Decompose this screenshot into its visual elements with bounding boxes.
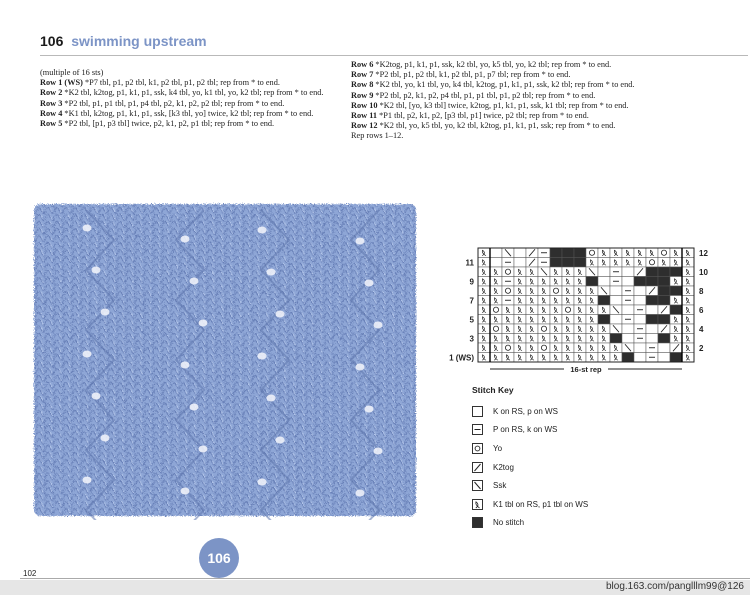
chart-cell bbox=[526, 277, 538, 287]
chart-cell bbox=[646, 324, 658, 334]
chart-cell bbox=[550, 334, 562, 344]
chart-cell bbox=[574, 324, 586, 334]
chart-cell bbox=[598, 305, 610, 315]
chart-cell bbox=[586, 305, 598, 315]
chart-cell bbox=[682, 258, 694, 268]
row-label: Row 8 bbox=[351, 80, 374, 90]
chart-cell bbox=[550, 343, 562, 353]
row-number-left: 9 bbox=[469, 277, 474, 287]
chart-cell bbox=[610, 296, 622, 306]
stitch-key-item bbox=[472, 442, 502, 454]
chart-cell bbox=[646, 305, 658, 315]
chart-cell bbox=[610, 353, 622, 363]
chart-cell bbox=[586, 286, 598, 296]
chart-cell bbox=[622, 267, 634, 277]
stitch-chart bbox=[444, 244, 714, 376]
chart-cell bbox=[538, 296, 550, 306]
stitch-key-label: No stitch bbox=[493, 517, 525, 527]
instruction-line bbox=[351, 101, 634, 111]
chart-cell bbox=[598, 343, 610, 353]
chart-cell bbox=[670, 324, 682, 334]
chart-cell bbox=[682, 315, 694, 325]
chart-cell bbox=[634, 277, 646, 287]
row-text: Rep rows 1–12. bbox=[351, 131, 404, 141]
instruction-line bbox=[40, 78, 323, 88]
row-label: Row 1 (WS) bbox=[40, 78, 83, 88]
pattern-title bbox=[40, 33, 207, 49]
chart-cell bbox=[598, 353, 610, 363]
chart-cell bbox=[478, 258, 490, 268]
chart-cell bbox=[550, 305, 562, 315]
chart-cell bbox=[562, 296, 574, 306]
chart-cell bbox=[562, 286, 574, 296]
chart-cell bbox=[526, 334, 538, 344]
chart-cell bbox=[562, 267, 574, 277]
chart-cell bbox=[550, 353, 562, 363]
chart-cell bbox=[634, 343, 646, 353]
chart-cell bbox=[526, 315, 538, 325]
chart-cell bbox=[538, 277, 550, 287]
row-number-left: 5 bbox=[469, 315, 474, 325]
chart-cell bbox=[562, 277, 574, 287]
chart-cell bbox=[574, 277, 586, 287]
chart-cell bbox=[514, 315, 526, 325]
pattern-name: swimming upstream bbox=[71, 33, 207, 49]
chart-cell bbox=[610, 343, 622, 353]
chart-cell bbox=[670, 248, 682, 258]
chart-cell bbox=[562, 353, 574, 363]
stitch-key-label: Yo bbox=[493, 443, 503, 453]
chart-cell bbox=[562, 305, 574, 315]
row-text: *K2tog, p1, k1, p1, ssk, k2 tbl, yo, k5 tbl, yo, k2 tbl; rep from * to end. bbox=[373, 60, 612, 69]
chart-cell bbox=[610, 258, 622, 268]
chart-cell bbox=[502, 315, 514, 325]
chart-cell bbox=[550, 296, 562, 306]
chart-cell bbox=[478, 343, 490, 353]
instruction-line bbox=[40, 88, 323, 98]
row-number-right: 4 bbox=[699, 324, 704, 334]
chart-cell bbox=[658, 267, 670, 277]
stitch-key-item bbox=[472, 423, 557, 435]
chart-cell bbox=[610, 315, 622, 325]
chart-cell bbox=[490, 324, 502, 334]
chart-cell bbox=[502, 343, 514, 353]
chart-cell bbox=[502, 286, 514, 296]
instruction-line bbox=[40, 109, 323, 119]
chart-cell bbox=[490, 334, 502, 344]
chart-cell bbox=[490, 267, 502, 277]
chart-cell bbox=[658, 334, 670, 344]
chart-cell bbox=[490, 305, 502, 315]
chart-cell bbox=[598, 324, 610, 334]
row-label: Row 11 bbox=[351, 111, 378, 121]
row-label: Row 10 bbox=[351, 100, 378, 110]
chart-cell bbox=[550, 315, 562, 325]
chart-cell bbox=[586, 277, 598, 287]
chart-cell bbox=[490, 353, 502, 363]
row-number-right: 6 bbox=[699, 305, 704, 315]
chart-cell bbox=[478, 324, 490, 334]
chart-cell bbox=[574, 353, 586, 363]
chart-cell bbox=[682, 296, 694, 306]
chart-cell bbox=[550, 258, 562, 268]
chart-cell bbox=[538, 343, 550, 353]
chart-cell bbox=[586, 353, 598, 363]
instruction-line bbox=[351, 111, 634, 121]
chart-cell bbox=[670, 334, 682, 344]
row-number-left: 7 bbox=[469, 296, 474, 306]
instructions-right bbox=[351, 60, 634, 142]
chart-cell bbox=[598, 258, 610, 268]
instruction-line bbox=[351, 70, 634, 80]
row-number-left: 3 bbox=[469, 334, 474, 344]
chart-cell bbox=[574, 343, 586, 353]
footer-rule bbox=[20, 578, 750, 579]
row-text: *K2 tbl, yo, k5 tbl, yo, k2 tbl, k2tog, p1, k1, p1, ssk; rep from * to end. bbox=[377, 121, 616, 131]
chart-cell bbox=[658, 296, 670, 306]
row-text: *K2 tbl, yo, k1 tbl, yo, k4 tbl, k2tog, p1, k1, p1, ssk, k2 tbl; rep from * to end. bbox=[373, 80, 635, 90]
chart-cell bbox=[562, 248, 574, 258]
chart-cell bbox=[682, 353, 694, 363]
row-text: (multiple of 16 sts) bbox=[40, 68, 104, 77]
chart-cell bbox=[622, 353, 634, 363]
instruction-line bbox=[351, 121, 634, 131]
instructions-left bbox=[40, 68, 323, 129]
chart-cell bbox=[646, 258, 658, 268]
row-label: Row 4 bbox=[40, 108, 63, 118]
chart-cell bbox=[562, 324, 574, 334]
chart-cell bbox=[658, 286, 670, 296]
chart-cell bbox=[682, 324, 694, 334]
chart-cell bbox=[658, 248, 670, 258]
stitch-key-label: K on RS, p on WS bbox=[493, 406, 558, 416]
chart-cell bbox=[670, 267, 682, 277]
chart-cell bbox=[646, 315, 658, 325]
chart-cell bbox=[478, 305, 490, 315]
chart-cell bbox=[538, 353, 550, 363]
chart-cell bbox=[502, 324, 514, 334]
stitch-key-item bbox=[472, 479, 506, 491]
instruction-line bbox=[351, 131, 634, 141]
chart-cell bbox=[586, 343, 598, 353]
chart-cell bbox=[598, 277, 610, 287]
chart-cell bbox=[598, 315, 610, 325]
instruction-line bbox=[351, 60, 634, 70]
chart-cell bbox=[562, 334, 574, 344]
chart-cell bbox=[670, 296, 682, 306]
chart-cell bbox=[562, 315, 574, 325]
chart-cell bbox=[550, 324, 562, 334]
chart-cell bbox=[574, 267, 586, 277]
chart-cell bbox=[646, 334, 658, 344]
instruction-line bbox=[351, 91, 634, 101]
chart-cell bbox=[514, 267, 526, 277]
chart-cell bbox=[514, 277, 526, 287]
chart-cell bbox=[514, 353, 526, 363]
chart-cell bbox=[682, 343, 694, 353]
chart-cell bbox=[670, 315, 682, 325]
circle-symbol-icon bbox=[472, 443, 483, 454]
chart-cell bbox=[502, 267, 514, 277]
row-label: Row 2 bbox=[40, 88, 63, 98]
chart-cell bbox=[514, 286, 526, 296]
chart-cell bbox=[574, 296, 586, 306]
chart-cell bbox=[634, 315, 646, 325]
row-label: Row 12 bbox=[351, 121, 378, 131]
dash-symbol-icon bbox=[472, 424, 483, 435]
chart-cell bbox=[538, 324, 550, 334]
chart-cell bbox=[622, 305, 634, 315]
header-rule bbox=[40, 55, 748, 56]
chart-cell bbox=[646, 267, 658, 277]
chart-cell bbox=[634, 286, 646, 296]
chart-cell bbox=[514, 248, 526, 258]
chart-cell bbox=[682, 277, 694, 287]
ssk-symbol-icon bbox=[472, 480, 483, 491]
stitch-key-item bbox=[472, 498, 588, 510]
chart-cell bbox=[574, 315, 586, 325]
row-number-right: 8 bbox=[699, 286, 704, 296]
chart-cell bbox=[538, 286, 550, 296]
chart-cell bbox=[490, 296, 502, 306]
chart-cell bbox=[586, 315, 598, 325]
chart-cell bbox=[574, 248, 586, 258]
row-text: *P2 tbl, p2, k1, p2, p4 tbl, p1, p1 tbl, p1, p2 tbl; rep from * to end. bbox=[373, 90, 596, 100]
repeat-label: 16-st rep bbox=[570, 365, 602, 374]
row-label: Row 3 bbox=[40, 98, 63, 108]
row-number-right: 12 bbox=[699, 248, 708, 258]
twisted-symbol-icon bbox=[472, 499, 483, 510]
chart-cell bbox=[550, 286, 562, 296]
chart-cell bbox=[586, 258, 598, 268]
chart-cell bbox=[550, 277, 562, 287]
row-number-right: 10 bbox=[699, 267, 708, 277]
chart-cell bbox=[478, 248, 490, 258]
chart-cell bbox=[658, 258, 670, 268]
chart-cell bbox=[574, 286, 586, 296]
chart-cell bbox=[490, 315, 502, 325]
row-number-left: 11 bbox=[465, 258, 474, 268]
row-label: Row 7 bbox=[351, 70, 374, 80]
chart-cell bbox=[610, 248, 622, 258]
chart-cell bbox=[646, 296, 658, 306]
chart-cell bbox=[514, 296, 526, 306]
stitch-key-item bbox=[472, 405, 558, 417]
chart-cell bbox=[514, 258, 526, 268]
chart-cell bbox=[670, 353, 682, 363]
chart-cell bbox=[622, 324, 634, 334]
chart-cell bbox=[478, 296, 490, 306]
page-badge: 106 bbox=[199, 538, 239, 578]
chart-cell bbox=[514, 324, 526, 334]
chart-cell bbox=[478, 267, 490, 277]
chart-cell bbox=[598, 248, 610, 258]
stitch-key-item bbox=[472, 461, 514, 473]
black-symbol-icon bbox=[472, 517, 483, 528]
row-text: *P1 tbl, p2, k1, p2, [p3 tbl, p1] twice, p2 tbl; rep from * to end. bbox=[377, 111, 589, 121]
chart-cell bbox=[526, 296, 538, 306]
pattern-number: 106 bbox=[40, 33, 64, 49]
chart-cell bbox=[634, 248, 646, 258]
chart-cell bbox=[526, 353, 538, 363]
chart-cell bbox=[538, 305, 550, 315]
chart-cell bbox=[682, 248, 694, 258]
chart-cell bbox=[526, 267, 538, 277]
chart-cell bbox=[514, 334, 526, 344]
chart-cell bbox=[478, 315, 490, 325]
chart-cell bbox=[658, 343, 670, 353]
chart-cell bbox=[490, 258, 502, 268]
chart-cell bbox=[490, 286, 502, 296]
chart-cell bbox=[502, 353, 514, 363]
row-text: *P2 tbl, p1, p2 tbl, k1, p2 tbl, p1, p7 tbl; rep from * to end. bbox=[373, 70, 571, 80]
chart-cell bbox=[574, 305, 586, 315]
chart-cell bbox=[586, 296, 598, 306]
chart-grid bbox=[478, 248, 694, 362]
k2tog-symbol-icon bbox=[472, 462, 483, 473]
chart-cell bbox=[490, 343, 502, 353]
chart-cell bbox=[526, 286, 538, 296]
chart-cell bbox=[478, 277, 490, 287]
row-text: *P2 tbl, p1, p1 tbl, p1, p4 tbl, p2, k1, p2, p2 tbl; rep from * to end. bbox=[62, 98, 285, 108]
chart-cell bbox=[514, 343, 526, 353]
chart-cell bbox=[646, 248, 658, 258]
row-text: *P2 tbl, [p1, p3 tbl] twice, p2, k1, p2, p1 tbl; rep from * to end. bbox=[62, 119, 275, 129]
chart-cell bbox=[526, 324, 538, 334]
chart-cell bbox=[622, 277, 634, 287]
chart-cell bbox=[526, 305, 538, 315]
stitch-key-label: Ssk bbox=[493, 480, 507, 490]
chart-cell bbox=[574, 258, 586, 268]
chart-cell bbox=[646, 277, 658, 287]
row-number-left: 1 (WS) bbox=[449, 353, 474, 363]
chart-cell bbox=[598, 296, 610, 306]
stitch-key-label: P on RS, k on WS bbox=[493, 424, 558, 434]
chart-cell bbox=[670, 277, 682, 287]
chart-cell bbox=[490, 248, 502, 258]
chart-cell bbox=[610, 286, 622, 296]
stitch-key-item bbox=[472, 516, 524, 528]
instruction-line bbox=[40, 99, 323, 109]
knitted-swatch-photo bbox=[30, 200, 420, 520]
chart-cell bbox=[682, 267, 694, 277]
instruction-line bbox=[40, 68, 323, 78]
chart-cell bbox=[658, 277, 670, 287]
chart-cell bbox=[598, 334, 610, 344]
chart-cell bbox=[634, 296, 646, 306]
chart-cell bbox=[550, 267, 562, 277]
chart-cell bbox=[562, 343, 574, 353]
chart-cell bbox=[502, 334, 514, 344]
chart-cell bbox=[634, 258, 646, 268]
stitch-key-title: Stitch Key bbox=[472, 385, 514, 395]
row-label: Row 6 bbox=[351, 60, 374, 69]
chart-cell bbox=[562, 258, 574, 268]
chart-cell bbox=[670, 258, 682, 268]
chart-cell bbox=[550, 248, 562, 258]
row-text: *K2 tbl, k2tog, p1, k1, p1, ssk, k4 tbl, yo, k1 tbl, yo, k2 tbl; rep from * to end. bbox=[62, 88, 324, 98]
instruction-line bbox=[351, 80, 634, 90]
chart-cell bbox=[538, 334, 550, 344]
chart-cell bbox=[574, 334, 586, 344]
chart-cell bbox=[658, 353, 670, 363]
chart-cell bbox=[478, 286, 490, 296]
chart-cell bbox=[478, 334, 490, 344]
chart-cell bbox=[598, 267, 610, 277]
row-text: *P7 tbl, p1, p2 tbl, k1, p2 tbl, p1, p2 tbl; rep from * to end. bbox=[82, 78, 280, 88]
stitch-key-label: K2tog bbox=[493, 462, 514, 472]
chart-cell bbox=[478, 353, 490, 363]
chart-cell bbox=[622, 334, 634, 344]
row-text: *K2 tbl, [yo, k3 tbl] twice, k2tog, p1, k1, p1, ssk, k1 tbl; rep from * to end. bbox=[377, 100, 629, 110]
chart-cell bbox=[682, 286, 694, 296]
page-number: 102 bbox=[23, 569, 37, 578]
chart-cell bbox=[622, 258, 634, 268]
chart-cell bbox=[586, 324, 598, 334]
chart-cell bbox=[682, 305, 694, 315]
row-text: *K1 tbl, k2tog, p1, k1, p1, ssk, [k3 tbl, yo] twice, k2 tbl; rep from * to end. bbox=[62, 108, 314, 118]
chart-cell bbox=[670, 286, 682, 296]
chart-cell bbox=[586, 248, 598, 258]
watermark-text: blog.163.com/panglllm99@126 bbox=[605, 581, 744, 592]
chart-cell bbox=[682, 334, 694, 344]
chart-cell bbox=[502, 305, 514, 315]
instruction-line bbox=[40, 119, 323, 129]
row-label: Row 9 bbox=[351, 90, 374, 100]
stitch-key-label: K1 tbl on RS, p1 tbl on WS bbox=[493, 499, 589, 509]
chart-cell bbox=[526, 343, 538, 353]
chart-cell bbox=[586, 334, 598, 344]
row-label: Row 5 bbox=[40, 119, 63, 129]
chart-cell bbox=[670, 305, 682, 315]
chart-cell bbox=[658, 315, 670, 325]
chart-cell bbox=[622, 248, 634, 258]
chart-cell bbox=[610, 334, 622, 344]
row-number-right: 2 bbox=[699, 343, 704, 353]
chart-cell bbox=[538, 315, 550, 325]
chart-cell bbox=[634, 353, 646, 363]
chart-cell bbox=[514, 305, 526, 315]
chart-cell bbox=[490, 277, 502, 287]
blank-symbol-icon bbox=[472, 406, 483, 417]
